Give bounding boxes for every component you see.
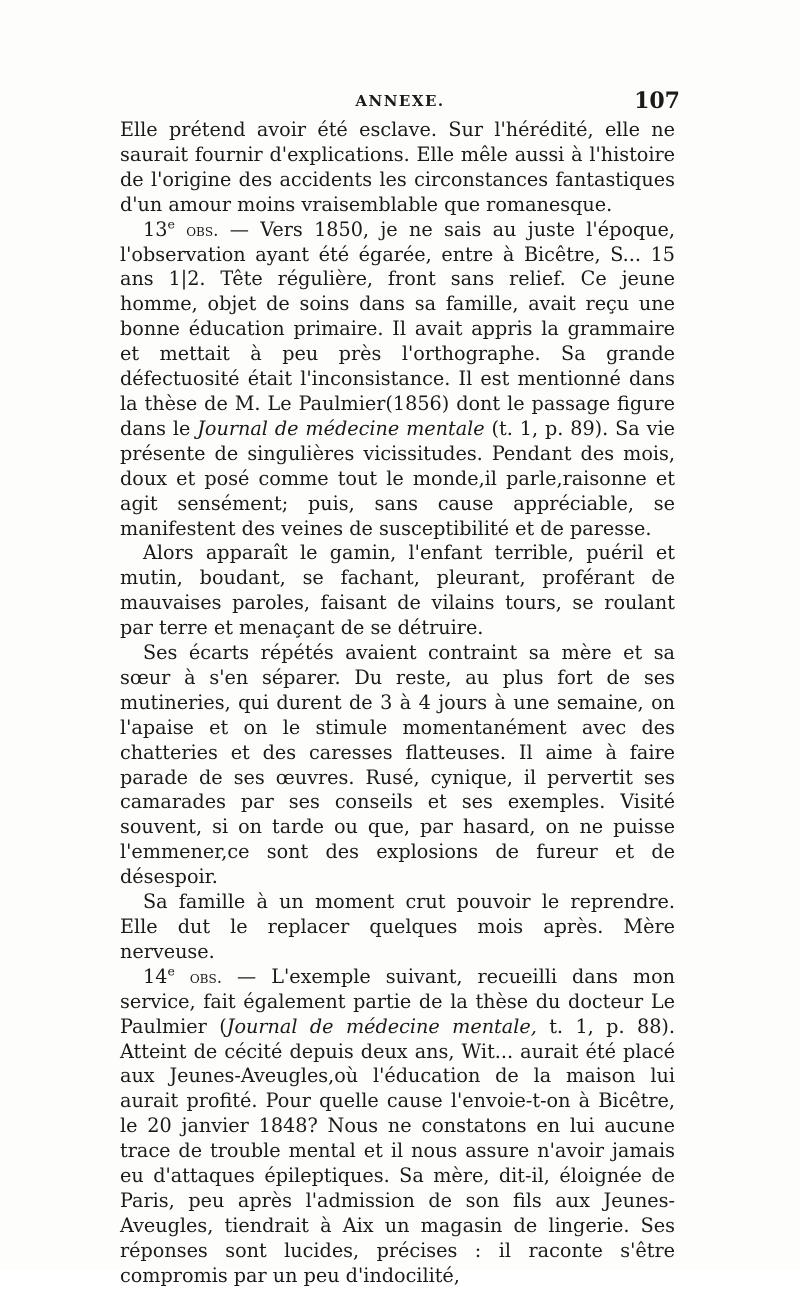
obs-text-before: — L'exemple suivant, recueilli dans mon service, fait également partie de la thèse du docteur Le Paulmier ( — [120, 964, 675, 1038]
page-header — [120, 88, 680, 118]
obs-label: obs. — [189, 966, 223, 987]
paragraph-obs-14 — [120, 965, 675, 1289]
journal-title: Journal de médecine mentale — [197, 416, 485, 440]
obs-label: obs. — [186, 219, 219, 240]
running-head: ANNEXE. — [355, 92, 445, 110]
page-number: 107 — [634, 88, 680, 114]
paragraph-obs-13 — [120, 218, 675, 542]
journal-title: Journal de médecine mentale, — [226, 1014, 537, 1038]
obs-text-after: (t. 1, p. 89). Sa vie présente de singulières vicissitudes. Pendant des mois, doux et posé comme tout le monde,il parle,raisonne et agit sensément; puis, sans cause appréciable, se manifestent des veines de susceptibilité et de paresse. — [120, 416, 675, 540]
paragraph-5: Sa famille à un moment crut pouvoir le reprendre. Elle dut le replacer quelques mois après. Mère nerveuse. — [120, 890, 675, 963]
obs-text-after: t. 1, p. 88). Atteint de cécité depuis deux ans, Wit... aurait été placé aux Jeunes-Aveugles,où l'éducation de la maison lui aurait profité. Pour quelle cause l'envoie-t-on à Bicêtre, le 20 janvier 1848? Nous ne constatons en lui aucune trace de trouble mental et il nous assure n'avoir jamais eu d'attaques épileptiques. Sa mère, dit-il, éloignée de Paris, peu après l'admission de son fils aux Jeunes-Aveugles, tiendrait à Aix un magasin de lingerie. Ses réponses sont lucides, précises : il raconte s'être compromis par un peu d'indocilité, — [120, 1014, 675, 1287]
obs-suffix: e — [167, 963, 175, 979]
obs-suffix: e — [167, 216, 175, 232]
paragraph-1: Elle prétend avoir été esclave. Sur l'hérédité, elle ne saurait fournir d'explications. Elle mêle aussi à l'histoire de l'origine des accidents les circonstances fantastiques d'un amour moins vraisemblable que romanesque. — [120, 118, 675, 216]
paragraph-3: Alors apparaît le gamin, l'enfant terrible, puéril et mutin, boudant, se fachant, pleurant, proférant de mauvaises paroles, faisant de vilains tours, se roulant par terre et menaçant de se détruire. — [120, 541, 675, 640]
body-text — [120, 118, 675, 1289]
paragraph-4: Ses écarts répétés avaient contraint sa mère et sa sœur à s'en séparer. Du reste, au plus fort de ses mutineries, qui durent de 3 à 4 jours à une semaine, on l'apaise et on le stimule momentanément avec des chatteries et des caresses flatteuses. Il aime à faire parade de ses œuvres. Rusé, cynique, il pervertit ses camarades par ses conseils et ses exemples. Visité souvent, si on tarde ou que, par hasard, on ne puisse l'emmener,ce sont des explosions de fureur et de désespoir. — [120, 641, 675, 889]
obs-text-before: — Vers 1850, je ne sais au juste l'époque, l'observation ayant été égarée, entre à Bicêtre, S... 15 ans 1|2. Tête régulière, front sans relief. Ce jeune homme, objet de soins dans sa famille, avait reçu une bonne éducation primaire. Il avait appris la grammaire et mettait à peu près l'orthographe. Sa grande défectuosité était l'inconsistance. Il est mentionné dans la thèse de M. Le Paulmier(1856) dont le passage figure dans le — [120, 217, 675, 440]
obs-number: 14 — [143, 964, 168, 988]
obs-number: 13 — [143, 217, 168, 241]
